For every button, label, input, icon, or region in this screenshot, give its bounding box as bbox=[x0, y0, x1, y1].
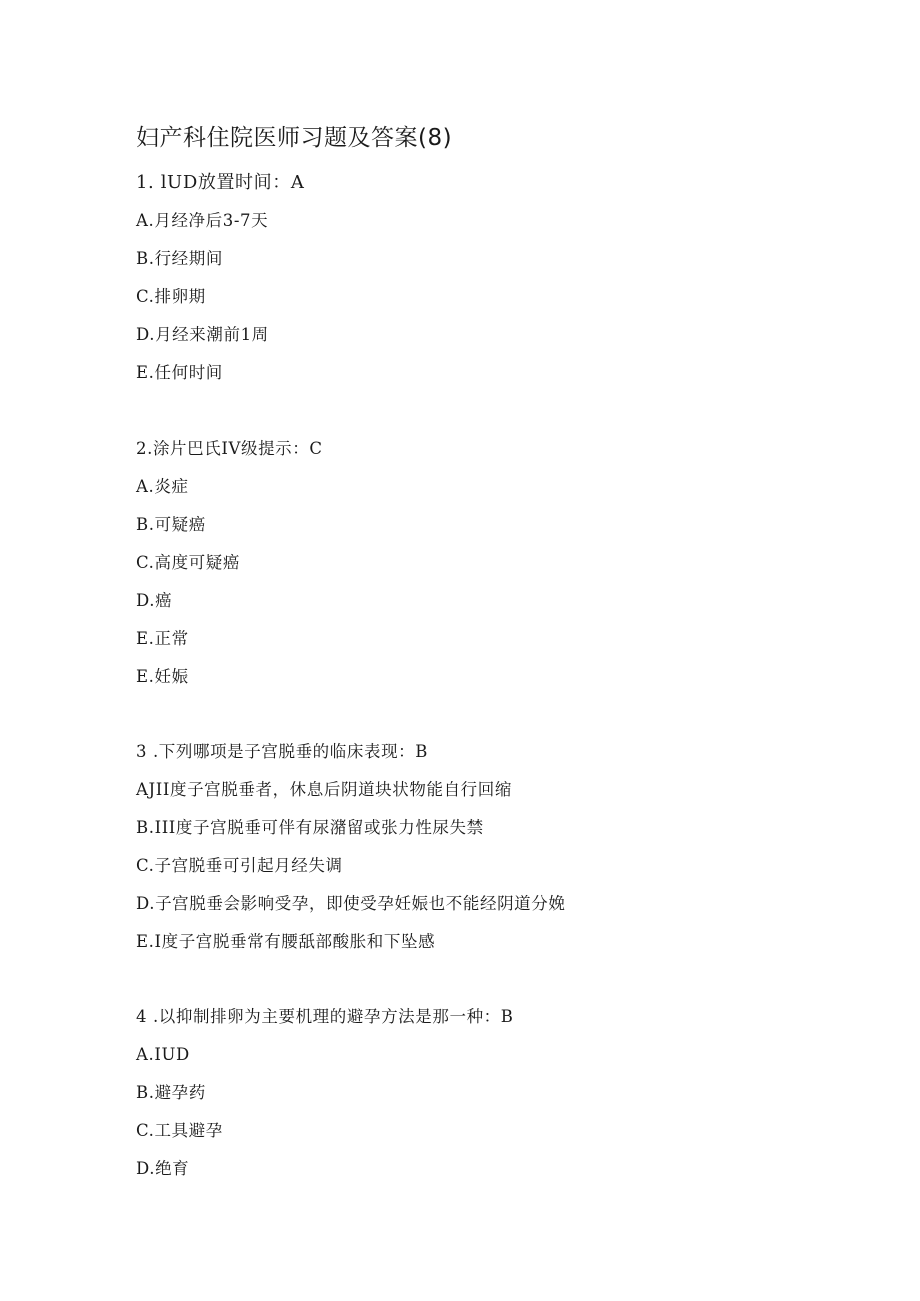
question-1-option-e: E.任何时间 bbox=[136, 363, 223, 382]
question-2-option-d: D.癌 bbox=[136, 591, 173, 610]
question-1-stem: 1. lUD放置时间：A bbox=[136, 172, 305, 193]
question-2-option-e-extra: E.妊娠 bbox=[136, 667, 189, 686]
question-3-option-c: C.子宫脱垂可引起月经失调 bbox=[136, 856, 343, 875]
question-2-stem: 2.涂片巴氏IV级提示：C bbox=[136, 439, 323, 458]
question-4-option-a: A.IUD bbox=[136, 1045, 190, 1064]
question-2-option-e: E.正常 bbox=[136, 629, 189, 648]
question-1-option-a: A.月经净后3-7天 bbox=[136, 211, 269, 230]
question-3-option-e: E.I度子宫脱垂常有腰舐部酸胀和下坠感 bbox=[136, 932, 436, 951]
question-1-option-d: D.月经来潮前1周 bbox=[136, 325, 269, 344]
question-1-option-c: C.排卵期 bbox=[136, 287, 206, 306]
question-4-stem: 4 .以抑制排卵为主要机理的避孕方法是那一种：B bbox=[136, 1007, 514, 1026]
question-4-option-c: C.工具避孕 bbox=[136, 1121, 223, 1140]
question-2-option-b: B.可疑癌 bbox=[136, 515, 206, 534]
question-1-option-b: B.行经期间 bbox=[136, 249, 223, 268]
question-3-option-d: D.子宫脱垂会影响受孕，即使受孕妊娠也不能经阴道分娩 bbox=[136, 894, 566, 913]
question-2-option-a: A.炎症 bbox=[136, 477, 189, 496]
question-4-option-d: D.绝育 bbox=[136, 1159, 190, 1178]
question-4-option-b: B.避孕药 bbox=[136, 1083, 206, 1102]
question-3-stem: 3 .下列哪项是子宫脱垂的临床表现：B bbox=[136, 742, 429, 761]
question-2-option-c: C.高度可疑癌 bbox=[136, 553, 240, 572]
question-3-option-b: B.III度子宫脱垂可伴有尿潴留或张力性尿失禁 bbox=[136, 818, 484, 837]
document-title: 妇产科住院医师习题及答案(8) bbox=[136, 125, 453, 151]
question-3-option-a: AJII度子宫脱垂者，休息后阴道块状物能自行回缩 bbox=[136, 780, 512, 799]
